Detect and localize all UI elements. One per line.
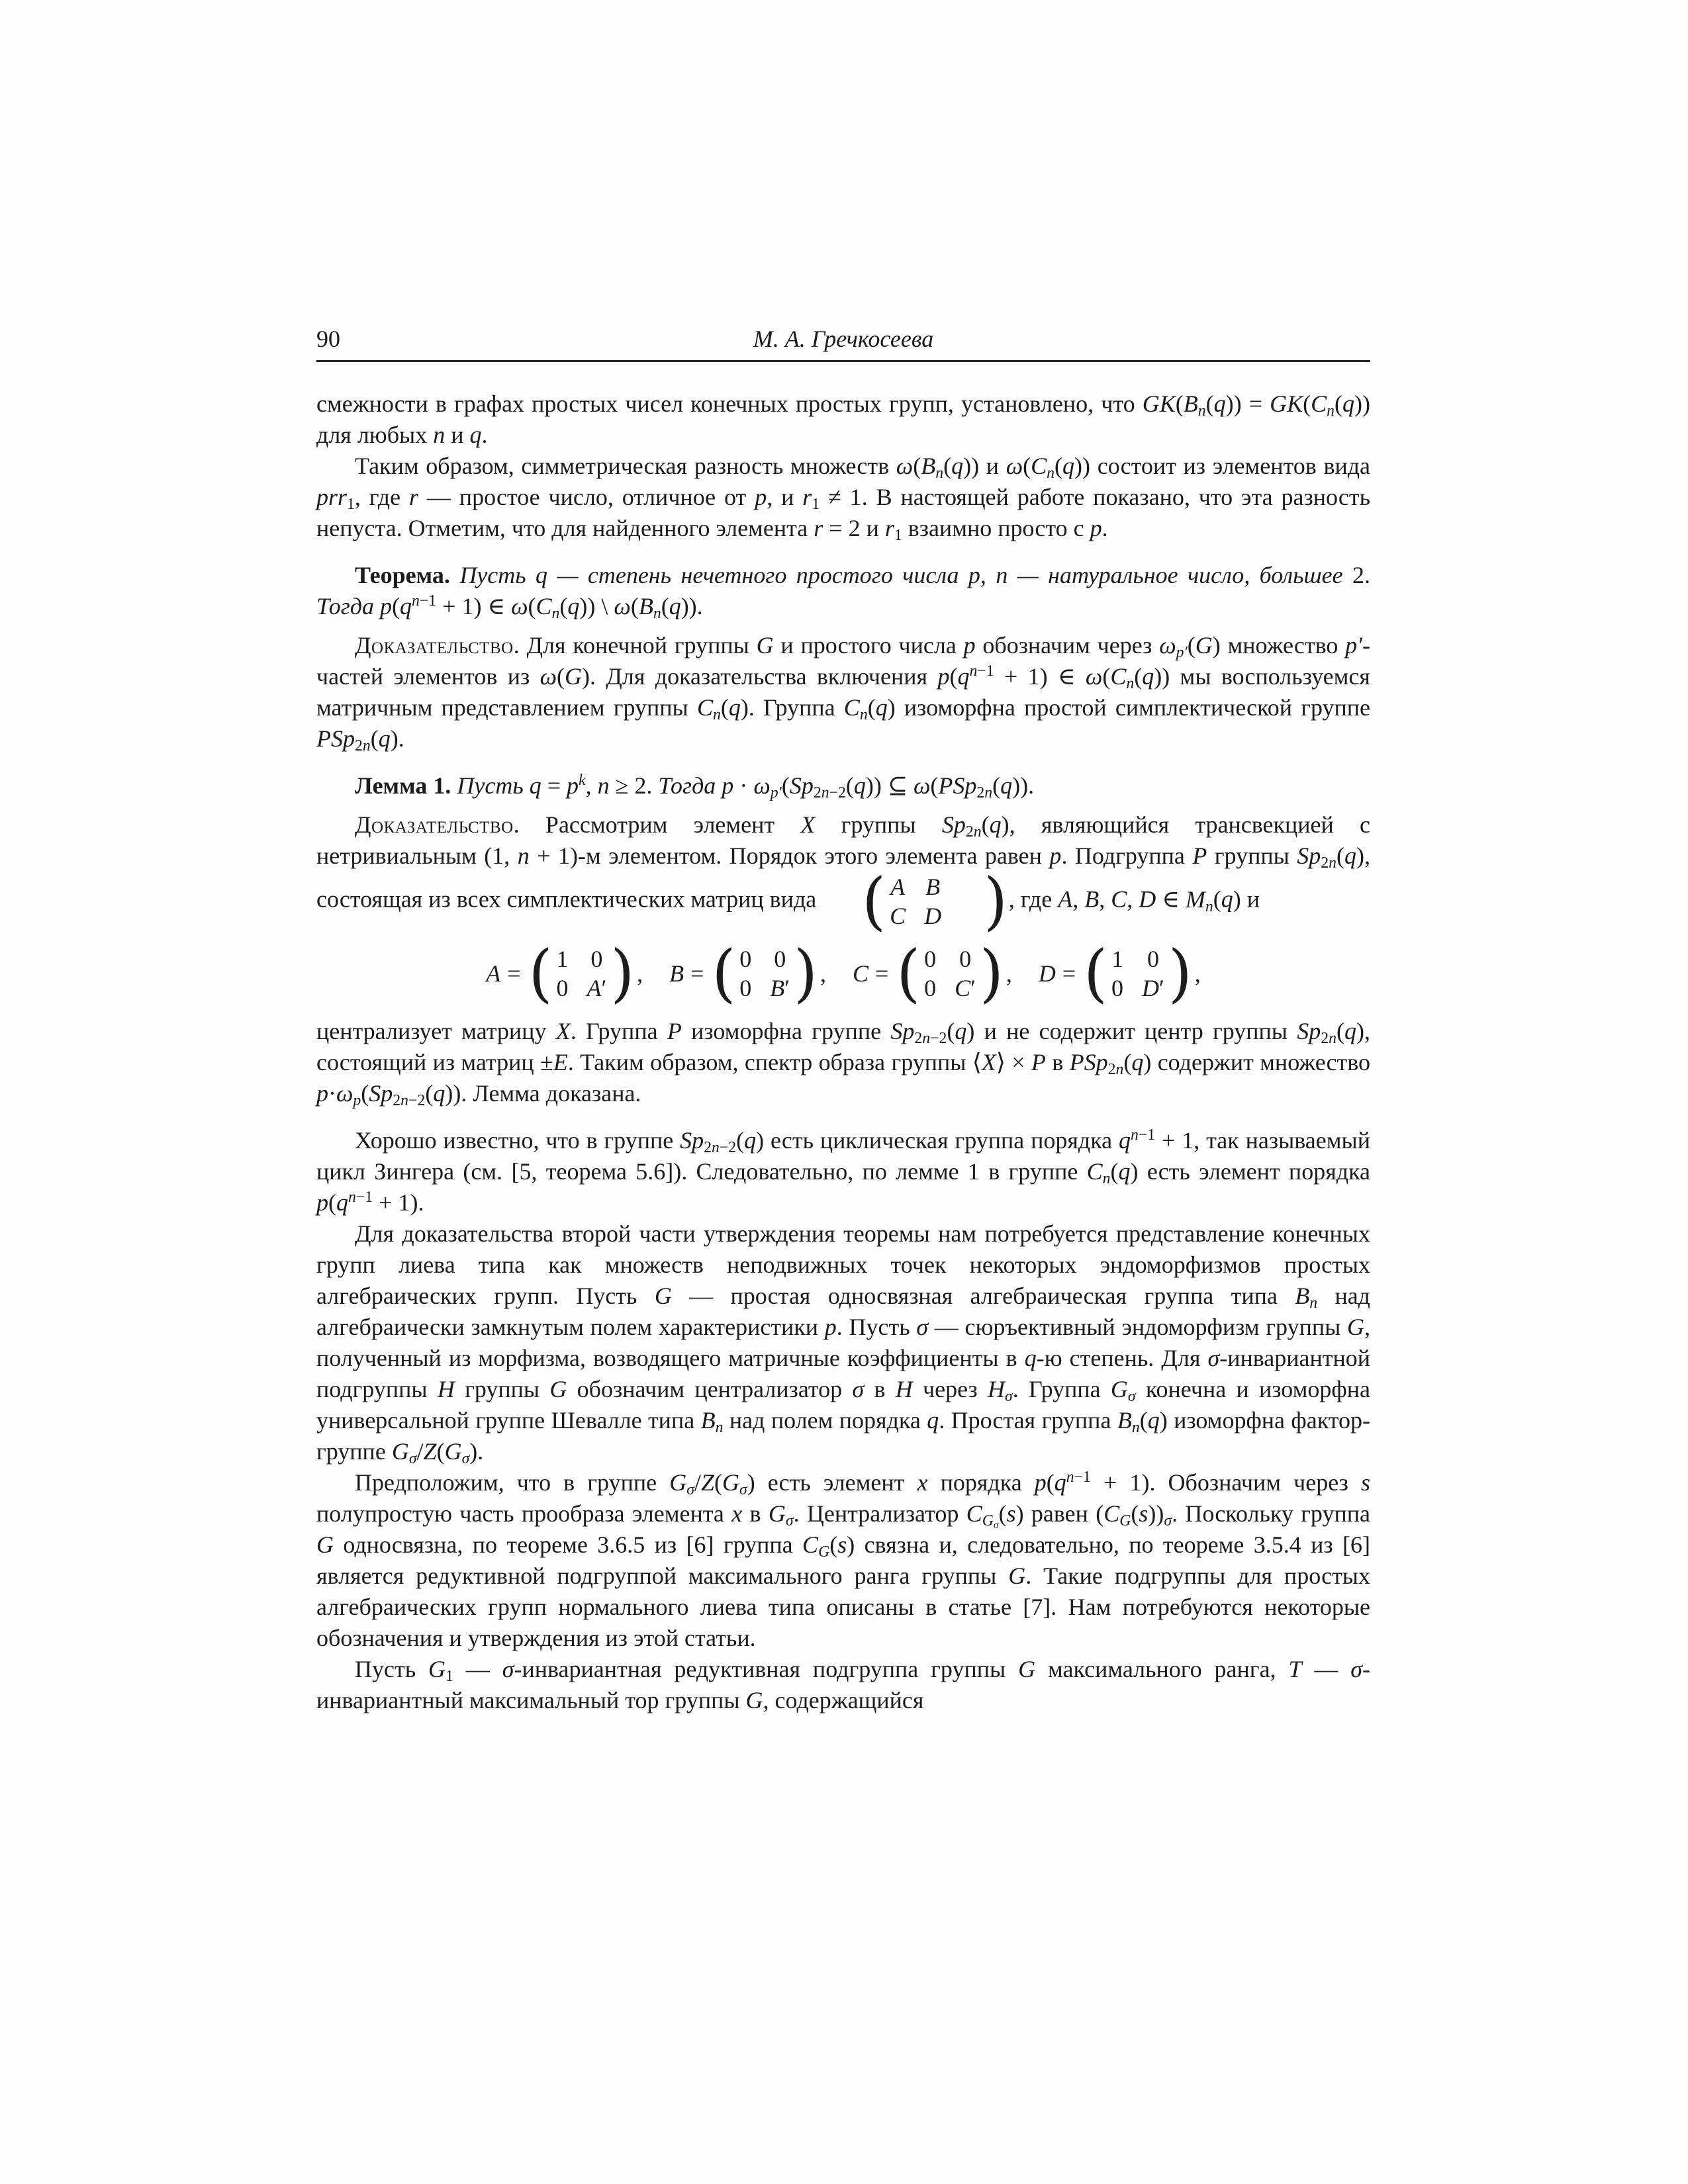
paragraph-after-equation: централизует матрицу X. Группа P изоморфна группе $Sp_{2n-2}(q)$ и не содержит центр группы $Sp_{2n}(q)$, состоящий из матриц ±E. Таким образом, спектр образа группы ⟨X⟩ × P в PSp$_{2n}$(q) содержит множество $p\cdot\omega_p(Sp_{2n-2}(q))$. Лемма доказана. <box>316 1017 1371 1109</box>
proof-lemma: Доказательство. Рассмотрим элемент X группы $Sp_{2n}(q)$, являющийся трансвекцией с нетривиальным (1, n + 1)-м элементом. Порядок этого элемента равен p. Подгруппа P группы $Sp_{2n}(q)$, состоящая из всех симплектических матриц вида ( A B C D ) , где A, B, C, D ∈ $M_n(q)$ и <box>316 811 1370 938</box>
running-head: М. А. Гречкосеева <box>753 326 934 352</box>
paragraph-continuation: смежности в графах простых чисел конечных простых групп, установлено, что $GK(B_n(q)) = GK(C_n(q))$ для любых n и q. <box>316 390 1370 448</box>
display-equation: A = ( 1 0 0 A′ ) , B = ( 0 0 0 B′ ) , C = ( 0 0 0 C′ ) , D = ( 1 0 0 D′ ) , <box>486 936 1201 1010</box>
proof-theorem: Доказательство. Для конечной группы G и простого числа p обозначим через $\omega_{p'}(G)$ множество p′-частей элементов из ω(G). Для доказательства включения $p(q^{n-1} + 1)$ ∈ $\omega(C_n(q))$ мы воспользуемся матричным представлением группы $C_n(q)$. Группа $C_n(q)$ изоморфна простой симплектической группе PSp$_{2n}$(q). <box>316 632 1371 754</box>
paragraph: Предположим, что в группе $G_\sigma/Z(G_\sigma)$ есть элемент x порядка $p(q^{n-1} + 1)$. Обозначим через s полупростую часть прообраза элемента x в $G_\sigma$. Централизатор $C_{G_\sigma}(s)$ равен $(C_G(s))_\sigma$. Поскольку группа G односвязна, по теореме 3.6.5 из [6] группа $C_G(s)$ связна и, следовательно, по теореме 3.5.4 из [6] является редуктивной подгруппой максимального ранга группы G. Такие подгруппы для простых алгебраических групп нормального лиева типа описаны в статье [7]. Нам потребуются некоторые обозначения и утверждения из этой статьи. <box>316 1468 1370 1651</box>
theorem: Теорема. Пусть q — степень нечетного простого числа p, n — натуральное число, большее 2. Тогда $p(q^{n-1} + 1)$ ∈ $\omega(C_n(q))$ \ $\omega(B_n(q))$. <box>316 562 1370 622</box>
paragraph: Хорошо известно, что в группе $Sp_{2n-2}(q)$ есть циклическая группа порядка $q^{n-1} + 1$, так называемый цикл Зингера (см. [5, теорема 5.6]). Следовательно, по лемме 1 в группе $C_n(q)$ есть элемент порядка $p(q^{n-1} + 1)$. <box>316 1126 1370 1216</box>
paragraph: Пусть $G_1$ — σ-инвариантная редуктивная подгруппа группы G максимального ранга, T — σ-инвариантный максимальный тор группы G, содержащийся <box>316 1655 1371 1713</box>
document-body <box>316 388 1370 1716</box>
page-header <box>316 326 1370 362</box>
paragraph: Таким образом, симметрическая разность множеств $\omega(B_n(q))$ и $\omega(C_n(q))$ состоит из элементов вида prr$_1$, где r — простое число, отличное от p, и $r_1 \ne 1$. В настоящей работе показано, что эта разность непуста. Отметим, что для найденного элемента r = 2 и $r_1$ взаимно просто с p. <box>316 453 1370 544</box>
content-column <box>316 326 1370 1716</box>
lemma-1: Лемма 1. Пусть $q = p^k$, n ≥ 2. Тогда $p \cdot \omega_{p'}(Sp_{2n-2}(q))$ ⊆ ω(PSp$_{2n}$(q)). <box>355 771 1035 801</box>
paragraph: Для доказательства второй части утверждения теоремы нам потребуется представление конечных групп лиева типа как множеств неподвижных точек некоторых эндоморфизмов простых алгебраических групп. Пусть G — простая односвязная алгебраическая группа типа $B_n$ над алгебраически замкнутым полем характеристики p. Пусть σ — сюръективный эндоморфизм группы G, полученный из морфизма, возводящего матричные коэффициенты в q-ю степень. Для σ-инвариантной подгруппы H группы G обозначим централизатор σ в H через $H_\sigma$. Группа $G_\sigma$ конечна и изоморфна универсальной группе Шевалле типа $B_n$ над полем порядка q. Простая группа $B_n(q)$ изоморфна фактор-группе $G_\sigma/Z(G_\sigma)$. <box>316 1220 1371 1467</box>
page-number: 90 <box>316 326 340 352</box>
